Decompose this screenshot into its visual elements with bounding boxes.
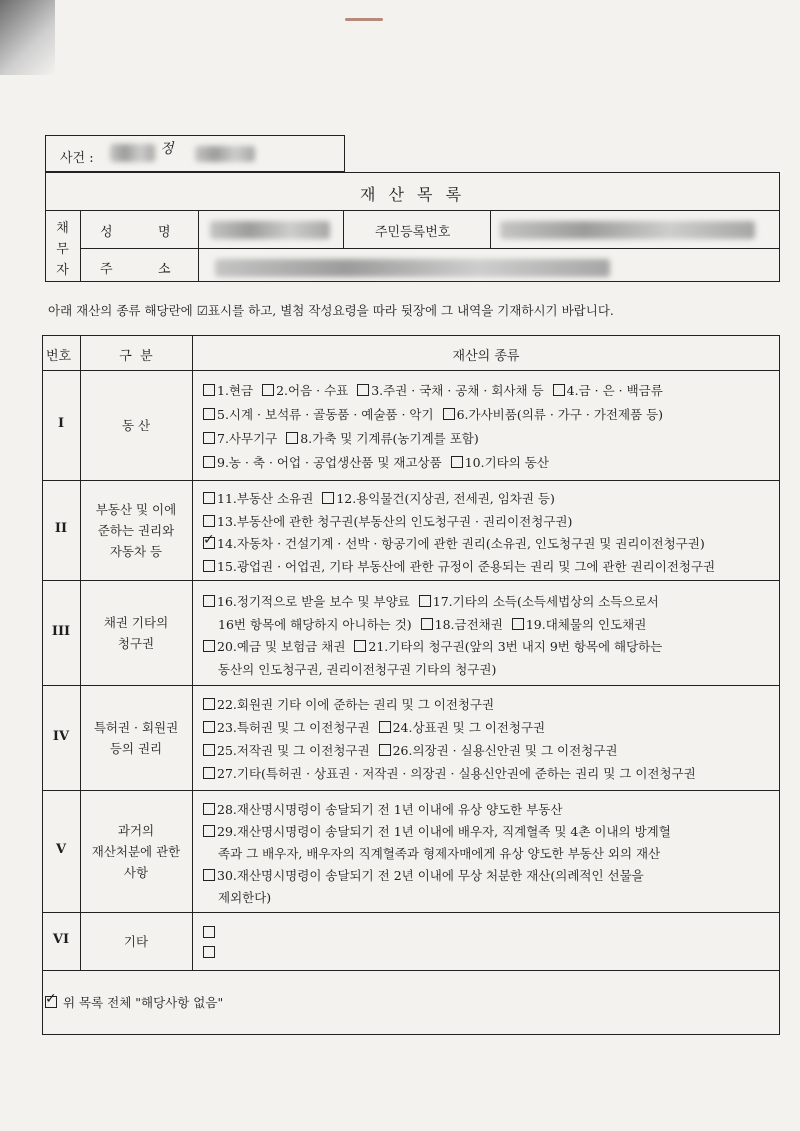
asset-checkbox[interactable]	[322, 492, 334, 504]
asset-type-line	[203, 718, 554, 736]
header-divider	[45, 210, 780, 211]
address-label: 주 소	[100, 262, 171, 277]
asset-type-label: 20.예금 및 보험금 채권	[217, 639, 346, 654]
asset-checkbox[interactable]	[203, 408, 215, 420]
asset-type-option[interactable]	[203, 431, 277, 446]
asset-type-label: 21.기타의 청구권(앞의 3번 내지 9번 항목에 해당하는	[368, 639, 663, 654]
case-handwritten-mark: 정	[160, 141, 174, 157]
instruction-text: 아래 재산의 종류 해당란에 ☑표시를 하고, 별첨 작성요령을 따라 뒷장에 그 내역을 기재하시기 바랍니다.	[48, 303, 614, 318]
asset-type-line	[203, 695, 503, 713]
redacted-case-name	[195, 146, 255, 162]
asset-checkbox[interactable]	[203, 595, 215, 607]
debtor-label-2: 무	[56, 242, 69, 257]
asset-type-option[interactable]	[419, 594, 659, 609]
redacted-name	[210, 221, 330, 239]
asset-type-option[interactable]	[203, 383, 253, 398]
footer-none-option[interactable]	[45, 993, 223, 1011]
asset-type-option[interactable]	[286, 431, 479, 446]
debtor-label-1: 채	[56, 221, 69, 236]
asset-type-line	[203, 557, 724, 575]
asset-checkbox[interactable]	[203, 803, 215, 815]
asset-checkbox[interactable]	[512, 618, 524, 630]
asset-type-label: 제외한다)	[218, 890, 272, 905]
col-divider	[198, 210, 199, 282]
col-divider	[343, 210, 344, 248]
asset-type-label: 17.기타의 소득(소득세법상의 소득으로서	[432, 594, 659, 609]
asset-type-option[interactable]	[203, 639, 345, 654]
asset-type-label: 2.어음 · 수표	[276, 383, 349, 398]
asset-type-option[interactable]	[203, 536, 705, 551]
asset-type-line	[203, 512, 581, 530]
asset-type-line	[203, 592, 668, 610]
row-category-line: 특허권 · 회원권	[93, 719, 179, 735]
staple-mark	[345, 18, 383, 21]
column-header-category: 구 분	[119, 349, 153, 364]
asset-type-option[interactable]	[203, 802, 562, 817]
asset-type-label: 28.재산명시명령이 송달되기 전 1년 이내에 유상 양도한 부동산	[217, 802, 563, 817]
asset-checkbox[interactable]	[203, 744, 215, 756]
debtor-label-3: 자	[56, 263, 69, 278]
asset-type-label: 19.대체물의 인도채권	[525, 616, 647, 632]
row-number: I	[57, 416, 65, 431]
asset-type-label: 16.정기적으로 받을 보수 및 부양료	[217, 594, 410, 609]
asset-type-option[interactable]	[354, 639, 662, 654]
row-category-line: 기타	[123, 933, 149, 949]
asset-type-label: 11.부동산 소유권	[217, 491, 314, 506]
asset-type-line	[203, 866, 653, 884]
asset-type-option[interactable]	[451, 455, 549, 470]
asset-checkbox[interactable]	[421, 618, 433, 630]
col-divider	[80, 210, 81, 282]
row-divider	[42, 912, 780, 913]
asset-checkbox[interactable]	[262, 384, 274, 396]
row-category	[80, 415, 192, 436]
asset-type-option[interactable]	[203, 491, 313, 506]
row-divider	[80, 248, 780, 249]
asset-type-label: 25.저작권 및 그 이전청구권	[217, 743, 370, 758]
row-divider	[42, 970, 780, 971]
asset-checkbox[interactable]	[203, 825, 215, 837]
row-category	[80, 717, 192, 759]
asset-type-label: 12.용익물건(지상권, 전세권, 임차권 등)	[336, 491, 555, 506]
asset-type-option[interactable]	[203, 868, 644, 883]
row-category-line: 등의 권리	[109, 740, 163, 756]
asset-type-option	[218, 890, 271, 905]
asset-type-option[interactable]	[262, 383, 348, 398]
row-category	[80, 820, 192, 883]
asset-type-label: 18.금전채권	[434, 616, 503, 632]
asset-type-label: 9.농 · 축 · 어업 · 공업생산품 및 재고상품	[217, 455, 442, 470]
col-divider	[192, 335, 193, 970]
asset-checkbox[interactable]	[203, 640, 215, 652]
asset-type-line	[203, 741, 626, 759]
asset-checkbox[interactable]	[203, 721, 215, 733]
row-category	[80, 612, 192, 654]
asset-type-label: 5.시계 · 보석류 · 골동품 · 예술품 · 악기	[217, 407, 434, 422]
asset-type-option[interactable]	[203, 720, 370, 735]
asset-checkbox[interactable]	[203, 946, 215, 958]
asset-type-label: 7.사무기구	[217, 431, 278, 446]
document-title: 재 산 목 록	[359, 185, 466, 204]
asset-checkbox[interactable]	[451, 456, 463, 468]
row-category-line: 준하는 권리와	[97, 522, 175, 538]
row-category-line: 청구권	[117, 635, 155, 651]
asset-type-option[interactable]	[203, 824, 671, 839]
asset-type-label: 24.상표권 및 그 이전청구권	[392, 720, 546, 735]
row-number: VI	[52, 932, 70, 947]
asset-type-option[interactable]	[203, 514, 572, 529]
row-divider	[42, 370, 780, 371]
row-category-line: 동 산	[121, 417, 151, 433]
row-category	[80, 931, 192, 952]
asset-type-label: 29.재산명시명령이 송달되기 전 1년 이내에 배우자, 직계혈족 및 4촌 이내의 방계혈	[217, 824, 671, 839]
asset-type-line	[218, 660, 505, 678]
row-category-line: 사항	[123, 864, 149, 880]
asset-checkbox[interactable]	[203, 767, 215, 779]
asset-type-line	[203, 800, 571, 818]
asset-type-label: 16번 항목에 해당하지 아니하는 것)	[218, 616, 412, 632]
asset-type-label: 14.자동차 · 건설기계 · 선박 · 항공기에 관한 권리(소유권, 인도청구권 및 권리이전청구권)	[217, 536, 705, 551]
asset-type-label: 13.부동산에 관한 청구권(부동산의 인도청구권 · 권리이전청구권)	[217, 513, 573, 529]
asset-type-option[interactable]	[203, 925, 217, 940]
asset-type-option[interactable]	[421, 617, 503, 632]
asset-type-label: 3.주권 · 국채 · 공채 · 회사채 등	[371, 383, 544, 398]
asset-type-option	[218, 662, 496, 677]
asset-type-line	[203, 534, 714, 552]
footer-checkbox[interactable]	[45, 996, 57, 1008]
asset-checkbox[interactable]	[553, 384, 565, 396]
case-label: 사건 :	[60, 151, 94, 166]
asset-type-option[interactable]	[203, 407, 434, 422]
asset-type-option[interactable]	[322, 491, 555, 506]
asset-type-option[interactable]	[203, 766, 696, 781]
row-divider	[42, 685, 780, 686]
asset-type-line	[203, 637, 671, 655]
asset-type-option[interactable]	[553, 383, 663, 398]
asset-checkbox[interactable]	[203, 432, 215, 444]
asset-checkbox[interactable]	[203, 926, 215, 938]
asset-checkbox[interactable]	[203, 456, 215, 468]
row-category-line: 자동차 등	[109, 543, 163, 559]
asset-type-option[interactable]	[203, 743, 370, 758]
asset-type-option[interactable]	[512, 617, 646, 632]
asset-type-label: 27.기타(특허권 · 상표권 · 저작권 · 의장권 · 실용신안권에 준하는 권리 및 그 이전청구권	[217, 766, 696, 781]
asset-type-label: 10.기타의 동산	[464, 455, 549, 470]
asset-type-line	[218, 615, 655, 633]
asset-checkbox[interactable]	[203, 492, 215, 504]
rrn-label: 주민등록번호	[375, 225, 451, 240]
asset-type-line	[203, 925, 226, 940]
asset-type-option[interactable]	[203, 594, 410, 609]
asset-type-label: 26.의장권 · 실용신안권 및 그 이전청구권	[392, 743, 618, 758]
asset-type-line	[203, 945, 226, 960]
asset-checkbox[interactable]	[203, 384, 215, 396]
asset-type-option[interactable]	[203, 945, 217, 960]
row-number: V	[55, 842, 67, 857]
redacted-case-number	[110, 144, 155, 162]
asset-type-line	[203, 429, 488, 447]
asset-checkbox[interactable]	[357, 384, 369, 396]
row-divider	[42, 580, 780, 581]
asset-type-label: 1.현금	[217, 383, 254, 398]
redacted-rrn	[500, 221, 755, 239]
asset-type-line	[218, 888, 280, 906]
asset-type-label: 8.가축 및 기계류(농기계를 포함)	[300, 431, 479, 446]
row-number: III	[51, 623, 71, 639]
asset-type-line	[218, 844, 669, 862]
asset-type-line	[203, 489, 564, 507]
asset-type-option[interactable]	[203, 559, 715, 574]
redacted-address	[215, 259, 610, 277]
asset-type-label: 23.특허권 및 그 이전청구권	[217, 720, 370, 735]
asset-type-option[interactable]	[379, 743, 618, 758]
asset-type-option[interactable]	[203, 455, 442, 470]
asset-type-label: 30.재산명시명령이 송달되기 전 2년 이내에 무상 처분한 재산(의례적인 선물을	[217, 868, 644, 883]
asset-type-option	[218, 617, 412, 632]
row-category-line: 채권 기타의	[103, 614, 169, 630]
asset-checkbox[interactable]	[443, 408, 455, 420]
row-number: II	[54, 521, 68, 536]
asset-checkbox[interactable]	[286, 432, 298, 444]
asset-checkbox[interactable]	[203, 698, 215, 710]
col-divider	[490, 210, 491, 248]
asset-checkbox[interactable]	[203, 560, 215, 572]
asset-type-line	[203, 822, 680, 840]
asset-type-label: 4.금 · 은 · 백금류	[566, 383, 663, 398]
asset-type-option[interactable]	[443, 407, 663, 422]
row-category-line: 재산처분에 관한	[91, 843, 181, 859]
row-divider	[42, 480, 780, 481]
row-category-line: 부동산 및 이에	[95, 501, 177, 517]
asset-type-option[interactable]	[203, 697, 494, 712]
scan-shadow	[0, 0, 55, 75]
row-category-line: 과거의	[117, 822, 155, 838]
row-category	[80, 499, 192, 562]
asset-type-label: 22.회원권 기타 이에 준하는 권리 및 그 이전청구권	[217, 697, 495, 712]
asset-checkbox[interactable]	[203, 515, 215, 527]
name-label: 성 명	[100, 225, 171, 240]
row-number: IV	[52, 728, 70, 744]
asset-type-option[interactable]	[357, 383, 543, 398]
column-header-no: 번호	[46, 349, 72, 364]
asset-type-option[interactable]	[379, 720, 546, 735]
footer-label: 위 목록 전체 "해당사항 없음"	[62, 995, 224, 1010]
asset-checkbox[interactable]	[203, 537, 215, 549]
asset-type-label: 족과 그 배우자, 배우자의 직계혈족과 형제자매에게 유상 양도한 부동산 외의 재산	[218, 846, 661, 861]
asset-type-line	[203, 405, 672, 423]
asset-checkbox[interactable]	[379, 721, 391, 733]
asset-checkbox[interactable]	[419, 595, 431, 607]
row-divider	[42, 790, 780, 791]
asset-type-line	[203, 764, 705, 782]
asset-type-line	[203, 453, 558, 471]
asset-type-line	[203, 381, 672, 399]
asset-type-option	[218, 846, 660, 861]
asset-checkbox[interactable]	[379, 744, 391, 756]
asset-checkbox[interactable]	[203, 869, 215, 881]
asset-type-label: 15.광업권 · 어업권, 기타 부동산에 관한 규정이 준용되는 권리 및 그에 관한 권리이전청구권	[217, 558, 716, 574]
asset-type-label: 6.가사비품(의류 · 가구 · 가전제품 등)	[456, 407, 664, 422]
asset-checkbox[interactable]	[354, 640, 366, 652]
asset-type-label: 동산의 인도청구권, 권리이전청구권 기타의 청구권)	[218, 661, 497, 677]
column-header-types: 재산의 종류	[452, 349, 520, 364]
